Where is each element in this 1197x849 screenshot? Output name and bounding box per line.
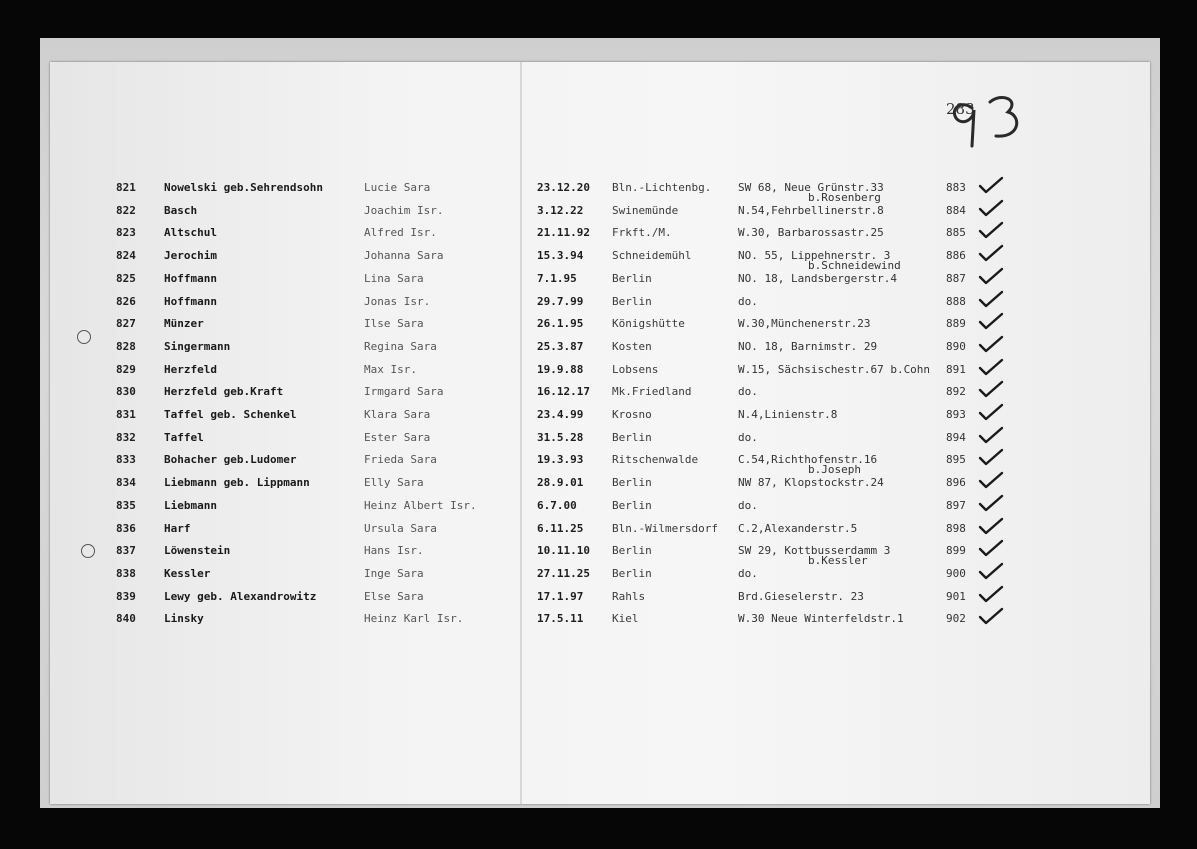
birth-place: Kosten (612, 339, 652, 353)
table-row (0, 612, 1197, 634)
check-mark-icon (978, 357, 1004, 377)
table-row (0, 590, 1197, 612)
birth-date: 29.7.99 (537, 294, 584, 308)
surname: Hoffmann (164, 271, 217, 285)
table-row (0, 363, 1197, 385)
address: SW 68, Neue Grünstr.33 (738, 181, 884, 194)
birth-date: 23.12.20 (537, 181, 590, 194)
table-row (0, 476, 1197, 498)
birth-date: 3.12.22 (537, 203, 584, 217)
surname: Lewy geb. Alexandrowitz (164, 589, 317, 603)
birth-place: Krosno (612, 408, 652, 421)
check-mark-icon (978, 311, 1004, 331)
address: N.4,Linienstr.8 (738, 408, 838, 421)
table-row (0, 408, 1197, 430)
surname: Hoffmann (164, 294, 217, 308)
given-name: Ursula Sara (364, 521, 437, 535)
birth-place: Berlin (612, 476, 652, 490)
check-mark-icon (978, 198, 1004, 218)
address-note: b.Joseph (808, 463, 861, 477)
birth-place: Berlin (612, 430, 652, 444)
birth-place: Bln.-Wilmersdorf (612, 521, 718, 535)
surname: Herzfeld (164, 362, 217, 376)
birth-date: 19.9.88 (537, 362, 584, 376)
given-name: Irmgard Sara (364, 385, 444, 399)
entry-number: 827 (116, 317, 136, 331)
entry-number: 836 (116, 521, 136, 535)
table-row (0, 567, 1197, 589)
surname: Jerochim (164, 249, 217, 263)
surname: Herzfeld geb.Kraft (164, 385, 284, 399)
table-row (0, 249, 1197, 271)
reference-number: 900 (946, 566, 966, 580)
entry-number: 826 (116, 294, 136, 308)
check-mark-icon (978, 447, 1004, 467)
table-row (0, 522, 1197, 544)
check-mark-icon (978, 289, 1004, 309)
reference-number: 890 (946, 339, 966, 353)
birth-date: 31.5.28 (537, 430, 584, 444)
check-mark-icon (978, 493, 1004, 513)
birth-date: 28.9.01 (537, 476, 584, 490)
given-name: Frieda Sara (364, 453, 437, 467)
given-name: Klara Sara (364, 408, 431, 421)
entry-number: 838 (116, 566, 136, 580)
birth-date: 15.3.94 (537, 249, 584, 263)
entry-number: 837 (116, 544, 136, 558)
entry-number: 829 (116, 362, 136, 376)
check-mark-icon (978, 334, 1004, 354)
table-row (0, 317, 1197, 339)
given-name: Alfred Isr. (364, 226, 437, 240)
surname: Kessler (164, 566, 211, 580)
check-mark-icon (978, 402, 1004, 422)
address: NO. 18, Barnimstr. 29 (738, 339, 878, 353)
reference-number: 888 (946, 294, 966, 308)
birth-place: Berlin (612, 294, 652, 308)
reference-number: 895 (946, 453, 966, 467)
check-mark-icon (978, 220, 1004, 240)
check-mark-icon (978, 266, 1004, 286)
surname: Löwenstein (164, 544, 231, 558)
reference-number: 897 (946, 498, 966, 512)
check-mark-icon (978, 584, 1004, 604)
check-mark-icon (978, 379, 1004, 399)
birth-place: Berlin (612, 566, 652, 580)
address: N.54,Fehrbellinerstr.8 (738, 203, 884, 217)
address: NO. 55, Lippehnerstr. 3 (738, 249, 891, 263)
reference-number: 893 (946, 408, 966, 421)
table-row (0, 453, 1197, 475)
reference-number: 884 (946, 203, 966, 217)
address: SW 29, Kottbusserdamm 3 (738, 544, 891, 558)
table-row (0, 204, 1197, 226)
birth-place: Frkft./M. (612, 226, 672, 240)
reference-number: 885 (946, 226, 966, 240)
entry-number: 823 (116, 226, 136, 240)
table-row (0, 226, 1197, 248)
given-name: Regina Sara (364, 339, 437, 353)
address-note: b.Schneidewind (808, 259, 901, 273)
given-name: Lucie Sara (364, 181, 431, 194)
surname: Taffel (164, 430, 204, 444)
birth-place: Mk.Friedland (612, 385, 692, 399)
entry-number: 825 (116, 271, 136, 285)
handwritten-mark-icon (942, 86, 1032, 156)
birth-date: 21.11.92 (537, 226, 590, 240)
birth-date: 17.1.97 (537, 589, 584, 603)
entry-number: 839 (116, 589, 136, 603)
entry-number: 832 (116, 430, 136, 444)
reference-number: 886 (946, 249, 966, 263)
birth-date: 25.3.87 (537, 339, 584, 353)
reference-number: 892 (946, 385, 966, 399)
check-mark-icon (978, 538, 1004, 558)
surname: Nowelski geb.Sehrendsohn (164, 181, 323, 194)
check-mark-icon (978, 561, 1004, 581)
address-note: b.Rosenberg (808, 191, 881, 204)
entry-number: 840 (116, 612, 136, 626)
surname: Münzer (164, 317, 204, 331)
check-mark-icon (978, 425, 1004, 445)
address: W.30,Münchenerstr.23 (738, 317, 871, 331)
address-note: b.Kessler (808, 554, 868, 568)
check-mark-icon (978, 243, 1004, 263)
entry-number: 833 (116, 453, 136, 467)
check-mark-icon (978, 516, 1004, 536)
reference-number: 891 (946, 362, 966, 376)
given-name: Inge Sara (364, 566, 424, 580)
birth-date: 16.12.17 (537, 385, 590, 399)
birth-place: Rahls (612, 589, 646, 603)
surname: Linsky (164, 612, 204, 626)
birth-place: Lobsens (612, 362, 659, 376)
table-row (0, 181, 1197, 203)
address: NW 87, Klopstockstr.24 (738, 476, 884, 490)
given-name: Johanna Sara (364, 249, 444, 263)
surname: Singermann (164, 339, 231, 353)
address: W.30, Barbarossastr.25 (738, 226, 884, 240)
entry-number: 831 (116, 408, 136, 421)
surname: Liebmann geb. Lippmann (164, 476, 310, 490)
reference-number: 901 (946, 589, 966, 603)
check-mark-icon (978, 470, 1004, 490)
reference-number: 887 (946, 271, 966, 285)
birth-date: 19.3.93 (537, 453, 584, 467)
birth-date: 6.11.25 (537, 521, 584, 535)
given-name: Joachim Isr. (364, 203, 444, 217)
address: C.54,Richthofenstr.16 (738, 453, 878, 467)
birth-date: 6.7.00 (537, 498, 577, 512)
surname: Liebmann (164, 498, 217, 512)
reference-number: 894 (946, 430, 966, 444)
given-name: Lina Sara (364, 271, 424, 285)
reference-number: 883 (946, 181, 966, 194)
birth-date: 23.4.99 (537, 408, 584, 421)
surname: Altschul (164, 226, 217, 240)
birth-place: Kiel (612, 612, 639, 626)
entry-number: 822 (116, 203, 136, 217)
birth-place: Königshütte (612, 317, 685, 331)
given-name: Ester Sara (364, 430, 431, 444)
table-row (0, 544, 1197, 566)
address: do. (738, 498, 758, 512)
check-mark-icon (978, 606, 1004, 626)
birth-date: 27.11.25 (537, 566, 590, 580)
entry-number: 821 (116, 181, 136, 194)
entry-number: 828 (116, 339, 136, 353)
address: C.2,Alexanderstr.5 (738, 521, 858, 535)
birth-date: 10.11.10 (537, 544, 590, 558)
address: W.15, Sächsischestr.67 b.Cohn (738, 362, 931, 376)
given-name: Else Sara (364, 589, 424, 603)
birth-place: Bln.-Lichtenbg. (612, 181, 712, 194)
address: NO. 18, Landsbergerstr.4 (738, 271, 897, 285)
given-name: Max Isr. (364, 362, 417, 376)
address: W.30 Neue Winterfeldstr.1 (738, 612, 904, 626)
address: do. (738, 385, 758, 399)
entry-number: 824 (116, 249, 136, 263)
entry-number: 834 (116, 476, 136, 490)
surname: Basch (164, 203, 198, 217)
birth-place: Berlin (612, 544, 652, 558)
given-name: Heinz Albert Isr. (364, 498, 477, 512)
check-mark-icon (978, 175, 1004, 195)
entry-number: 830 (116, 385, 136, 399)
birth-place: Ritschenwalde (612, 453, 699, 467)
address: do. (738, 294, 758, 308)
birth-date: 7.1.95 (537, 271, 577, 285)
birth-place: Berlin (612, 498, 652, 512)
table-row (0, 431, 1197, 453)
reference-number: 896 (946, 476, 966, 490)
given-name: Hans Isr. (364, 544, 424, 558)
table-row (0, 385, 1197, 407)
birth-place: Schneidemühl (612, 249, 692, 263)
surname: Harf (164, 521, 191, 535)
address: do. (738, 430, 758, 444)
table-row (0, 340, 1197, 362)
given-name: Heinz Karl Isr. (364, 612, 464, 626)
reference-number: 889 (946, 317, 966, 331)
surname: Bohacher geb.Ludomer (164, 453, 297, 467)
reference-number: 898 (946, 521, 966, 535)
given-name: Jonas Isr. (364, 294, 431, 308)
address: do. (738, 566, 758, 580)
reference-number: 899 (946, 544, 966, 558)
birth-place: Swinemünde (612, 203, 679, 217)
table-row (0, 499, 1197, 521)
birth-date: 17.5.11 (537, 612, 584, 626)
given-name: Ilse Sara (364, 317, 424, 331)
page-number: 283 (946, 100, 975, 118)
birth-date: 26.1.95 (537, 317, 584, 331)
address: Brd.Gieselerstr. 23 (738, 589, 864, 603)
birth-place: Berlin (612, 271, 652, 285)
reference-number: 902 (946, 612, 966, 626)
surname: Taffel geb. Schenkel (164, 408, 297, 421)
table-row (0, 295, 1197, 317)
entry-number: 835 (116, 498, 136, 512)
table-row (0, 272, 1197, 294)
given-name: Elly Sara (364, 476, 424, 490)
